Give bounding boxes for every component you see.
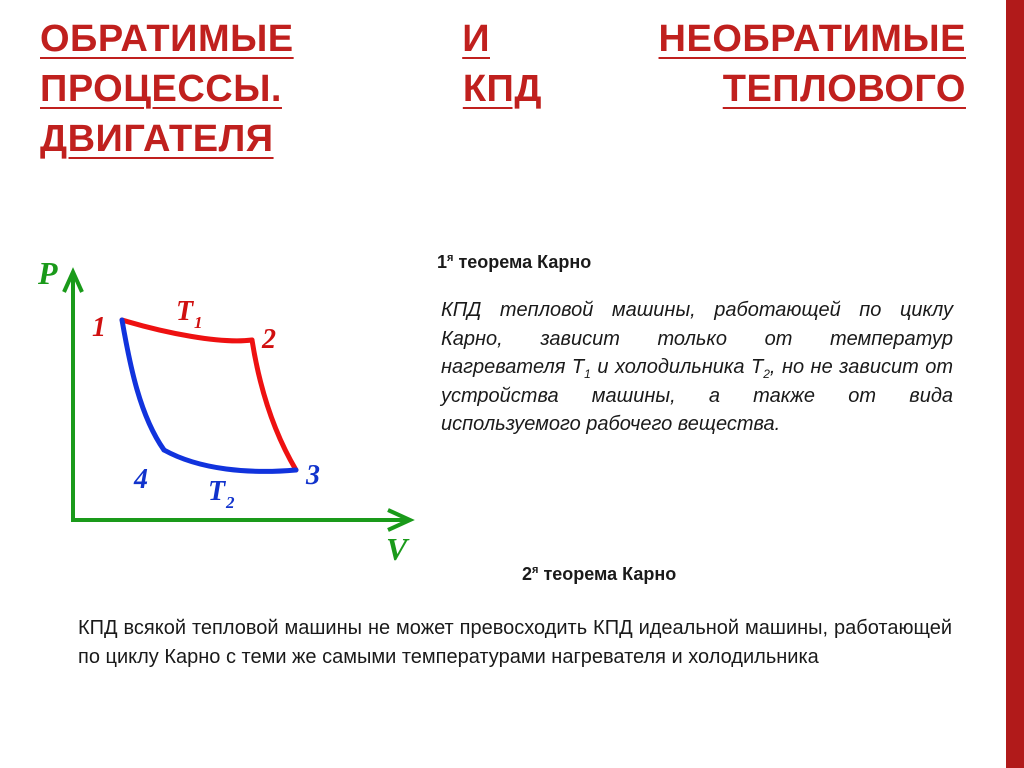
t1-label: T [176,296,194,327]
axis-label-v: V [386,531,408,567]
theorem2-number: 2 [522,564,533,584]
adiabat-4-1-curve [122,320,164,450]
point-label-3: 3 [306,460,320,491]
theorem1-heading [437,252,591,273]
title-word: ОБРАТИМЫЕ [40,18,294,60]
title-word: ТЕПЛОВОГО [722,68,966,110]
theorem1-text [441,296,953,439]
point-label-2: 2 [262,324,276,355]
slide-title [40,14,966,164]
t2-subscript: 2 [226,493,235,512]
title-word: ДВИГАТЕЛЯ [40,118,274,160]
point-label-4: 4 [134,464,148,495]
pv-diagram-svg [30,248,430,578]
theorem2-heading [522,564,676,585]
t2-label: T [208,476,226,507]
title-line-2 [40,64,966,114]
right-accent-bar [1006,0,1024,768]
title-line-3 [40,114,966,164]
carnot-cycle-diagram [30,248,430,578]
theorem1-number: 1 [437,252,448,272]
theorem1-sup: я [447,252,454,264]
theorem1-text-b: и холодильника T [590,356,764,378]
theorem1-text-a: КПД тепловой машины, работающей по циклу Карно, зависит только от температур нагревателя T [441,299,953,378]
title-word: ПРОЦЕССЫ. [40,68,282,110]
isotherm-t2-curve [164,450,296,471]
theorem2-title: теорема Карно [538,564,677,584]
title-line-1 [40,14,966,64]
axis-label-p: P [38,255,58,291]
theorem2-sup: я [532,564,539,576]
adiabat-2-3-curve [252,340,296,470]
title-word: И [462,18,490,60]
theorem1-sub-2: 2 [763,367,770,381]
theorem1-text-c: , но не зависит от устройства машины, а также от вида используемого рабочего вещества. [441,356,953,435]
theorem2-text: КПД всякой тепловой машины не может превосходить КПД идеальной машины, работающей по циклу Карно с теми же самыми температурами нагревателя и холодильника [78,617,952,668]
point-label-1: 1 [92,312,106,343]
title-word: НЕОБРАТИМЫЕ [658,18,966,60]
theorem1-title: теорема Карно [453,252,592,272]
t1-subscript: 1 [194,313,203,332]
theorem1-sub-1: 1 [584,367,591,381]
title-word: КПД [462,68,542,110]
